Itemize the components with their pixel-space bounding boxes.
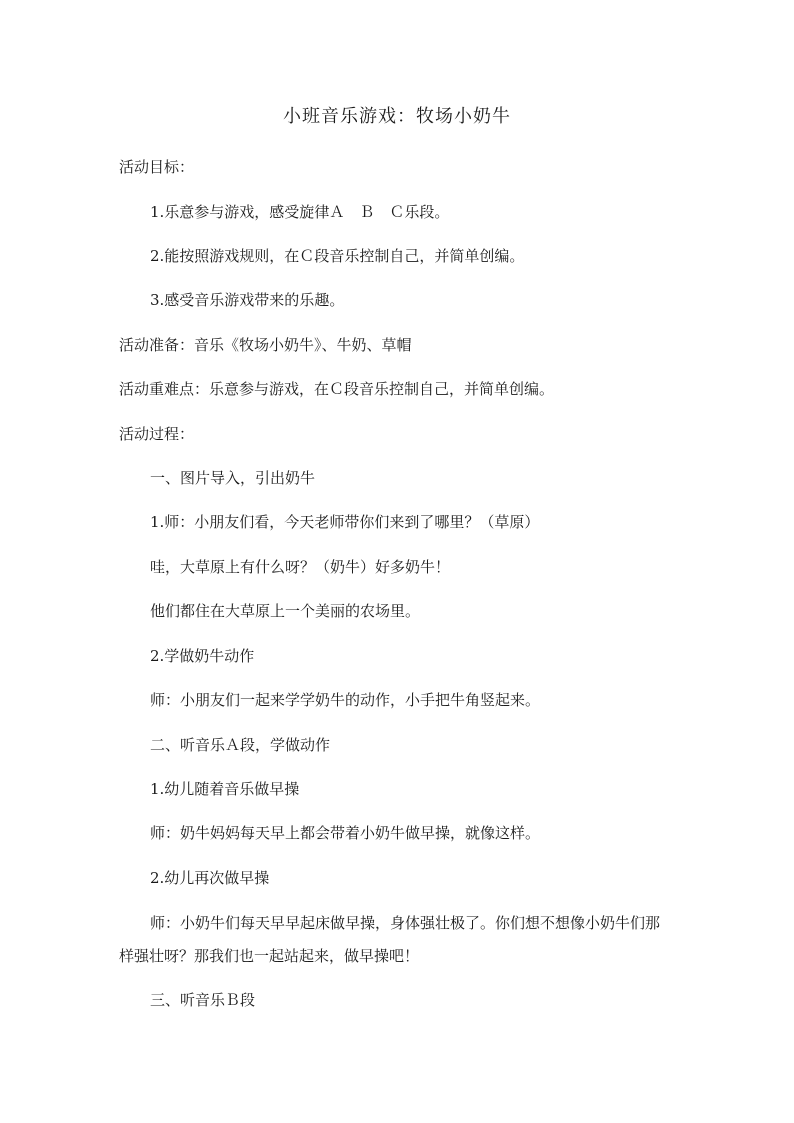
step-heading-3: 三、听音乐Ｂ段 <box>150 991 256 1009</box>
step-heading-2: 二、听音乐Ａ段，学做动作 <box>150 736 331 754</box>
step-text: 哇，大草原上有什么呀？（奶牛）好多奶牛！ <box>150 558 451 576</box>
step-text: 他们都住在大草原上一个美丽的农场里。 <box>150 602 421 620</box>
goal-item-1: 1.乐意参与游戏，感受旋律Ａ Ｂ Ｃ乐段。 <box>150 203 450 221</box>
step-text: 1.师：小朋友们看，今天老师带你们来到了哪里？（草原） <box>150 513 540 531</box>
preparation-line: 活动准备：音乐《牧场小奶牛》、牛奶、草帽 <box>119 336 412 354</box>
section-heading-process: 活动过程： <box>119 425 195 443</box>
step-heading-1: 一、图片导入，引出奶牛 <box>150 469 316 487</box>
section-heading-goals: 活动目标： <box>119 158 195 176</box>
step-paragraph: 师：小奶牛们每天早早起床做早操，身体强壮极了。你们想不想像小奶牛们那样强壮呀？那我们也一起站起来，做早操吧！ <box>119 914 661 965</box>
step-text: 师：小朋友们一起来学学奶牛的动作，小手把牛角竖起来。 <box>150 691 541 709</box>
key-difficulty-line: 活动重难点：乐意参与游戏，在Ｃ段音乐控制自己，并简单创编。 <box>119 380 555 398</box>
step-subheading: 1.幼儿随着音乐做早操 <box>150 780 300 798</box>
document-title: 小班音乐游戏：牧场小奶牛 <box>283 106 511 127</box>
step-subheading: 2.幼儿再次做早操 <box>150 869 270 887</box>
goal-item-2: 2.能按照游戏规则，在Ｃ段音乐控制自己，并简单创编。 <box>150 247 525 265</box>
step-text: 师：奶牛妈妈每天早上都会带着小奶牛做早操，就像这样。 <box>150 824 541 842</box>
goal-item-3: 3.感受音乐游戏带来的乐趣。 <box>150 291 345 309</box>
step-subheading: 2.学做奶牛动作 <box>150 647 255 665</box>
